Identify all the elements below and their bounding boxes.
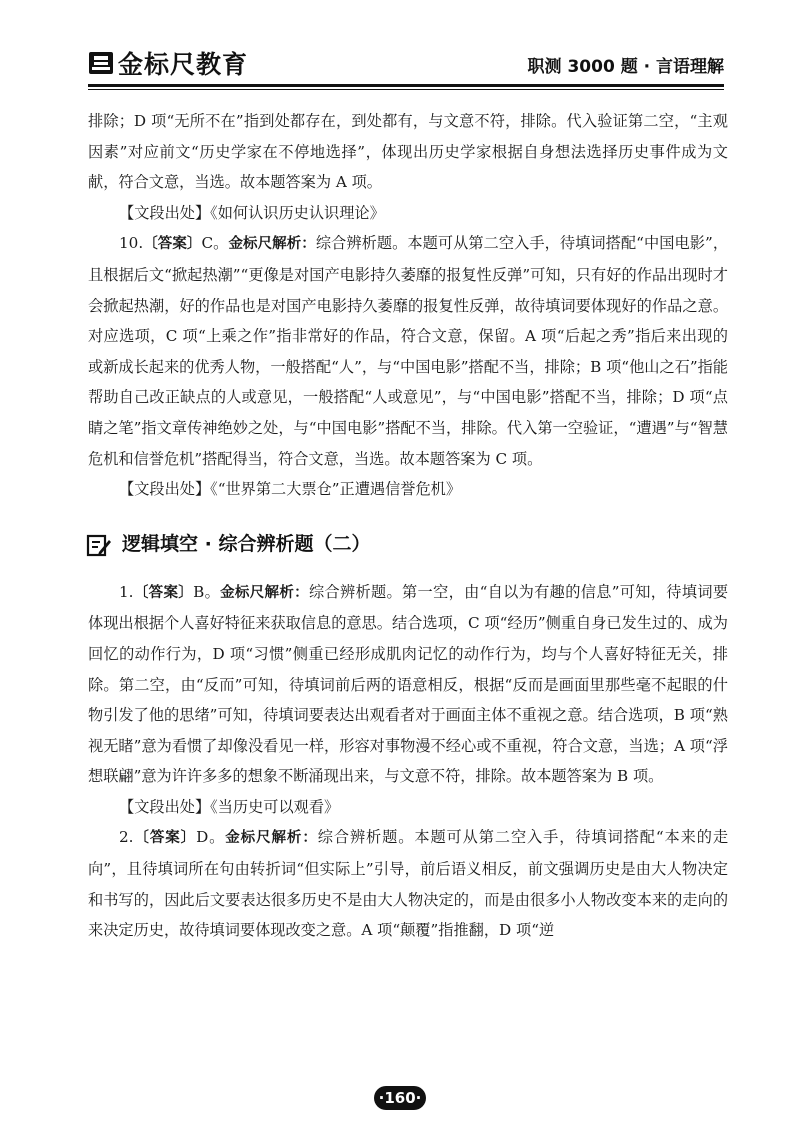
- answer-label: 〔答案〕: [133, 830, 197, 847]
- question-10-analysis: [88, 228, 728, 474]
- page-content: [88, 106, 728, 946]
- analysis-label: 金标尺解析：: [225, 830, 318, 847]
- section-heading: [86, 523, 728, 567]
- source-citation: 【文段出处】《当历史可以观看》: [119, 797, 340, 816]
- publisher-logo: [88, 48, 248, 78]
- question-1-analysis: [88, 577, 728, 792]
- question-number: 10.: [119, 234, 144, 253]
- header-rule-thin: [88, 89, 724, 90]
- page-header: [88, 44, 724, 90]
- paragraph: 排除；D 项“无所不在”指到处都存在，到处都有，与文意不符，排除。代入验证第二空，“主观因素”对应前文“历史学家在不停地选择”，体现出历史学家根据自身想法选择历史事件成为文献，符合文意，当选。故本题答案为 A 项。: [88, 112, 728, 192]
- question-number: 2.: [119, 828, 134, 847]
- answer-value: D。: [196, 828, 226, 847]
- answer-value: B。: [193, 582, 221, 601]
- book-title: 职测 3000 题 · 言语理解: [527, 57, 724, 77]
- question-number: 1.: [119, 582, 134, 601]
- header-rule: [88, 84, 724, 87]
- analysis-text: 综合辨析题。第一空，由“自以为有趣的信息”可知，待填词要体现出根据个人喜好特征来获取信息的意思。结合选项，C 项“经历”侧重自身已发生过的、成为回忆的动作行为，D 项“习惯”侧重已经形成肌肉记忆的动作行为，均与个人喜好特征无关，排除。第二空，由“反而”可知，待填词前后两的语意相反，根据“反而是画面里那些毫不起眼的什物引发了他的思绪”可知，待填词要表达出观看者对于画面主体不重视之意。结合选项，B 项“熟视无睹”意为看惯了却像没看见一样，形容对事物漫不经心或不重视，符合文意，当选；A 项“浮想联翩”意为许许多多的想象不断涌现出来，与文意不符，排除。故本题答案为 B 项。: [88, 582, 729, 786]
- logo-mark-icon: [88, 51, 114, 75]
- page-number: ·160·: [374, 1086, 426, 1110]
- analysis-text: 综合辨析题。本题可从第二空入手，待填词搭配“中国电影”，且根据后文“掀起热潮”“更像是对国产电影持久萎靡的报复性反弹”可知，只有好的作品出现时才会掀起热潮，好的作品也是对国产电影持久萎靡的报复性反弹，故待填词要体现好的作品之意。对应选项，C 项“上乘之作”指非常好的作品，符合文意，保留。A 项“后起之秀”指后来出现的或新成长起来的优秀人物，一般搭配“人”，与“中国电影”搭配不当，排除；B 项“他山之石”指能帮助自己改正缺点的人或意见，一般搭配“人或意见”，与“中国电影”搭配不当，排除；D 项“点睛之笔”指文章传神绝妙之处，与“中国电影”搭配不当，排除。代入第一空验证，“遭遇”与“智慧危机和信誉危机”搭配得当，符合文意，当选。故本题答案为 C 项。: [88, 234, 729, 468]
- analysis-label: 金标尺解析：: [228, 236, 316, 253]
- section-title: 逻辑填空 · 综合辨析题（二）: [122, 533, 371, 556]
- analysis-label: 金标尺解析：: [220, 584, 310, 601]
- source-citation: 【文段出处】《如何认识历史认识理论》: [119, 203, 385, 222]
- source-citation: 【文段出处】《“世界第二大票仓”正遭遇信誉危机》: [119, 480, 462, 499]
- answer-label: 〔答案〕: [143, 236, 202, 253]
- answer-value: C。: [201, 234, 229, 253]
- edit-note-icon: [86, 532, 112, 558]
- answer-label: 〔答案〕: [133, 584, 194, 601]
- analysis-text: 综合辨析题。本题可从第二空入手，待填词搭配“本来的走向”，且待填词所在句由转折词“但实际上”引导，前后语义相反，前文强调历史是由大人物决定和书写的，因此后文要表达很多历史不是由大人物决定的，而是由很多小人物改变本来的走向的来决定历史，故待填词要体现改变之意。A 项“颠覆”指推翻，D 项“逆: [88, 828, 729, 940]
- logo-text: 金标尺教育: [118, 50, 249, 79]
- question-2-analysis: [88, 822, 728, 945]
